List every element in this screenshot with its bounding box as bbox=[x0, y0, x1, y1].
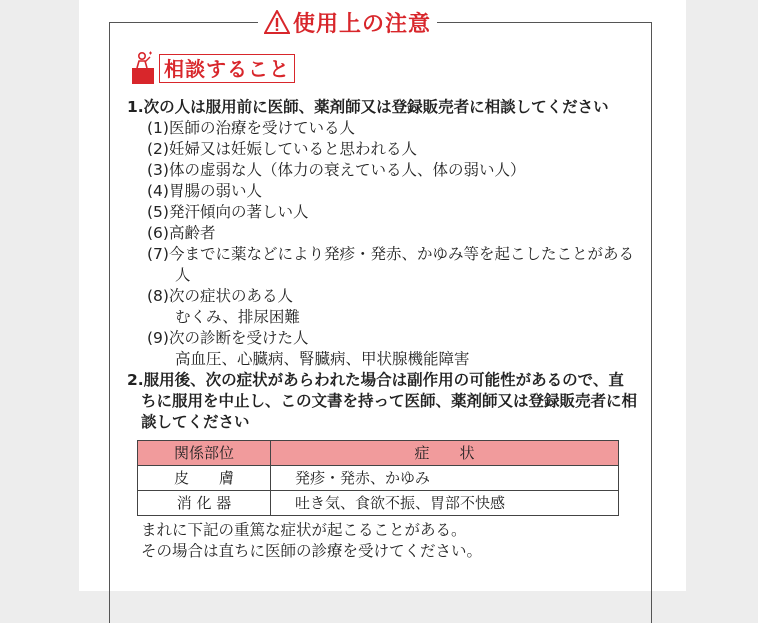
question-2-heading: 2.服用後、次の症状があらわれた場合は副作用の可能性があるので、直ちに服用を中止し、この文書を持って医師、薬剤師又は登録販売者に相談してください bbox=[127, 371, 638, 431]
table-header-part: 関係部位 bbox=[138, 441, 271, 466]
list-item: (7)今までに薬などにより発疹・発赤、かゆみ等を起こしたことがある人 bbox=[147, 245, 634, 284]
list-item: (6)高齢者 bbox=[147, 224, 216, 242]
table-row bbox=[138, 491, 619, 516]
document-page bbox=[79, 0, 686, 591]
table-cell-part: 皮 膚 bbox=[138, 466, 271, 491]
consult-person-icon bbox=[131, 51, 155, 85]
title-text: 使用上の注意 bbox=[293, 11, 432, 37]
warning-triangle-icon bbox=[264, 10, 290, 34]
question-1-heading: 1.次の人は服用前に医師、薬剤師又は登録販売者に相談してください bbox=[127, 98, 609, 116]
symptom-table bbox=[137, 440, 619, 516]
list-item-detail: むくみ、排尿困難 bbox=[175, 308, 300, 326]
note-line: まれに下記の重篤な症状が起こることがある。 bbox=[141, 521, 467, 539]
table-cell-symptom: 発疹・発赤、かゆみ bbox=[271, 466, 619, 491]
table-header-row bbox=[138, 441, 619, 466]
table-header-symptom: 症 状 bbox=[271, 441, 619, 466]
table-row bbox=[138, 466, 619, 491]
section-header bbox=[131, 49, 295, 87]
table-cell-symptom: 吐き気、食欲不振、胃部不快感 bbox=[271, 491, 619, 516]
table-cell-part: 消 化 器 bbox=[138, 491, 271, 516]
list-item-detail: 高血圧、心臓病、腎臓病、甲状腺機能障害 bbox=[175, 350, 470, 368]
note-line: その場合は直ちに医師の診療を受けてください。 bbox=[141, 542, 483, 560]
list-item: (2)妊婦又は妊娠していると思われる人 bbox=[147, 140, 417, 158]
list-item: (8)次の症状のある人 bbox=[147, 287, 293, 305]
question-1-items bbox=[127, 118, 637, 370]
list-item: (5)発汗傾向の著しい人 bbox=[147, 203, 309, 221]
content bbox=[127, 97, 637, 562]
document-title bbox=[258, 6, 437, 38]
list-item: (4)胃腸の弱い人 bbox=[147, 182, 262, 200]
section-label: 相談すること bbox=[159, 54, 295, 83]
severe-symptoms-note bbox=[127, 520, 637, 562]
list-item: (9)次の診断を受けた人 bbox=[147, 329, 309, 347]
list-item: (1)医師の治療を受けている人 bbox=[147, 119, 355, 137]
list-item: (3)体の虚弱な人（体力の衰えている人、体の弱い人） bbox=[147, 161, 526, 179]
